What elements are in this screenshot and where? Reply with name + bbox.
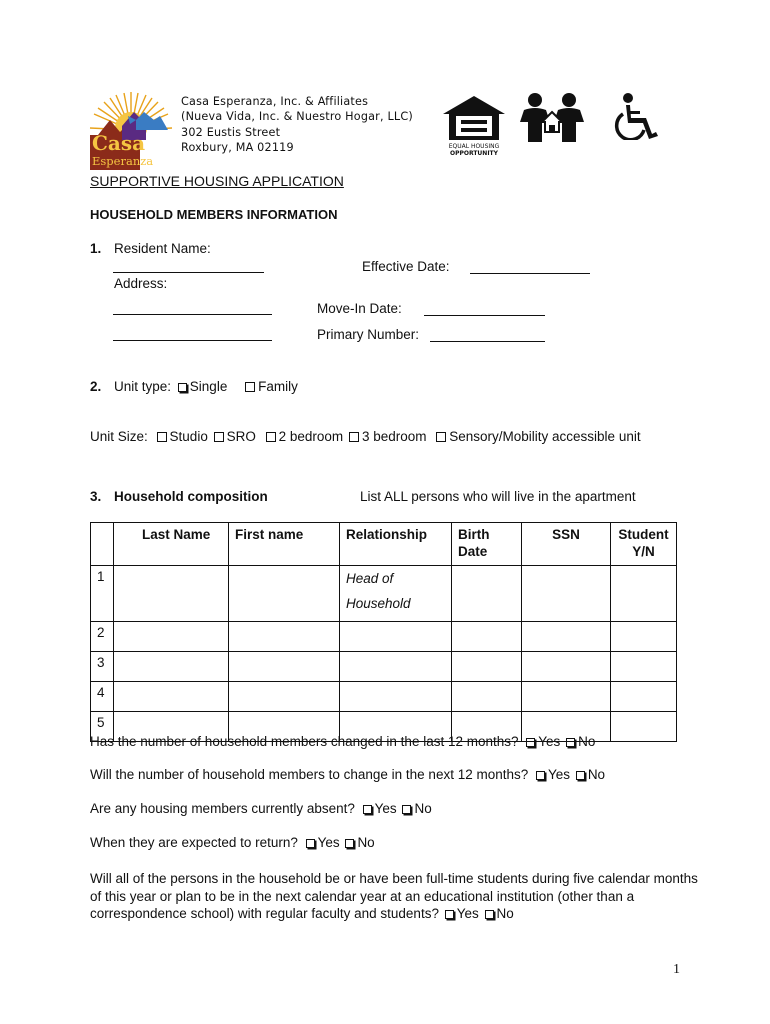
- table-header: First name: [229, 523, 340, 566]
- casa-esperanza-logo: [88, 90, 174, 170]
- yes-checkbox[interactable]: [526, 738, 535, 747]
- table-header-index: [91, 523, 114, 566]
- birth-date-cell[interactable]: [452, 652, 522, 682]
- no-label: No: [578, 734, 596, 749]
- 2-bedroom-checkbox[interactable]: [266, 432, 276, 442]
- address-line-2-field[interactable]: [113, 327, 272, 341]
- relationship-cell[interactable]: [340, 622, 452, 652]
- no-checkbox[interactable]: [566, 738, 575, 747]
- birth-date-cell[interactable]: [452, 682, 522, 712]
- studio-option-label: Studio: [169, 429, 208, 444]
- wheelchair-accessible-icon: [614, 92, 664, 140]
- yes-checkbox[interactable]: [536, 771, 545, 780]
- resident-name-field[interactable]: [113, 259, 264, 273]
- last-name-cell[interactable]: [114, 622, 229, 652]
- sro-option-label: SRO: [226, 429, 256, 444]
- no-checkbox[interactable]: [485, 910, 494, 919]
- no-checkbox[interactable]: [576, 771, 585, 780]
- student-cell[interactable]: [611, 682, 677, 712]
- page-number: 1: [673, 962, 680, 977]
- yes-label: Yes: [456, 906, 479, 921]
- yes-label: Yes: [538, 734, 561, 749]
- question-members-changed: [90, 734, 595, 749]
- family-checkbox[interactable]: [245, 382, 255, 392]
- 2-bedroom-option-label: 2 bedroom: [278, 429, 344, 444]
- question-members-absent: [90, 801, 432, 816]
- yes-label: Yes: [317, 835, 340, 850]
- last-name-cell[interactable]: [114, 682, 229, 712]
- birth-date-cell[interactable]: [452, 622, 522, 652]
- org-street: 302 Eustis Street: [181, 125, 281, 139]
- 3-bedroom-option-label: 3 bedroom: [361, 429, 427, 444]
- question-text: Will the number of household members to change in the next 12 months?: [90, 767, 529, 782]
- section-heading: HOUSEHOLD MEMBERS INFORMATION: [90, 207, 338, 222]
- effective-date-field[interactable]: [470, 259, 590, 274]
- eho-text-1: EQUAL HOUSING: [448, 143, 500, 150]
- table-header: SSN: [522, 523, 611, 566]
- accessible-unit-checkbox[interactable]: [436, 432, 446, 442]
- table-header-row: [91, 523, 677, 566]
- relationship-cell: [340, 566, 452, 622]
- move-in-date-label: Move-In Date:: [317, 301, 402, 316]
- yes-checkbox[interactable]: [306, 839, 315, 848]
- relationship-cell[interactable]: [340, 652, 452, 682]
- unit-type-row: [114, 379, 298, 394]
- student-cell[interactable]: [611, 566, 677, 622]
- question-text: When they are expected to return?: [90, 835, 298, 850]
- single-checkbox[interactable]: [178, 383, 187, 392]
- primary-number-label: Primary Number:: [317, 327, 420, 342]
- household-composition-instruction: List ALL persons who will live in the apartment: [360, 489, 636, 504]
- resident-name-label: Resident Name:: [114, 241, 211, 256]
- table-row: [91, 682, 677, 712]
- yes-checkbox[interactable]: [445, 910, 454, 919]
- question-text: Are any housing members currently absent?: [90, 801, 355, 816]
- address-line-1-field[interactable]: [113, 301, 272, 315]
- equal-housing-opportunity-icon: [441, 94, 507, 156]
- first-name-cell[interactable]: [229, 566, 340, 622]
- birth-date-cell[interactable]: [452, 566, 522, 622]
- relationship-household: Household: [346, 596, 411, 611]
- first-name-cell[interactable]: [229, 622, 340, 652]
- first-name-cell[interactable]: [229, 682, 340, 712]
- single-option-label: Single: [189, 379, 228, 394]
- table-row: [91, 622, 677, 652]
- family-icon: [520, 92, 584, 142]
- first-name-cell[interactable]: [229, 652, 340, 682]
- studio-checkbox[interactable]: [157, 432, 167, 442]
- q2-number: 2.: [90, 379, 102, 394]
- row-number: 4: [91, 682, 114, 712]
- effective-date-label: Effective Date:: [362, 259, 450, 274]
- sro-checkbox[interactable]: [214, 432, 224, 442]
- row-number: 5: [91, 712, 114, 742]
- ssn-cell[interactable]: [522, 622, 611, 652]
- no-checkbox[interactable]: [402, 805, 411, 814]
- yes-label: Yes: [374, 801, 397, 816]
- table-row: [91, 652, 677, 682]
- relationship-head-of: Head of: [346, 571, 394, 586]
- ssn-cell[interactable]: [522, 652, 611, 682]
- no-checkbox[interactable]: [345, 839, 354, 848]
- table-row: [91, 566, 677, 622]
- unit-size-label: Unit Size:: [90, 429, 148, 444]
- org-name: Casa Esperanza, Inc. & Affiliates: [181, 95, 369, 108]
- student-cell[interactable]: [611, 712, 677, 742]
- form-title: SUPPORTIVE HOUSING APPLICATION: [90, 173, 344, 189]
- student-cell[interactable]: [611, 622, 677, 652]
- table-header: Relationship: [340, 523, 452, 566]
- q1-number: 1.: [90, 241, 102, 256]
- relationship-cell[interactable]: [340, 682, 452, 712]
- q3-number: 3.: [90, 489, 102, 504]
- last-name-cell[interactable]: [114, 566, 229, 622]
- org-city: Roxbury, MA 02119: [181, 141, 294, 155]
- household-composition-label: Household composition: [114, 489, 268, 504]
- table-header: Student Y/N: [611, 523, 677, 566]
- question-text-line-1: Will all of the persons in the household be or have been full-time students during five calendar months: [90, 871, 698, 886]
- org-affiliates: (Nueva Vida, Inc. & Nuestro Hogar, LLC): [181, 110, 413, 124]
- family-option-label: Family: [258, 379, 298, 394]
- no-label: No: [414, 801, 432, 816]
- no-label: No: [357, 835, 375, 850]
- logo-text-casa: Casa: [92, 131, 146, 155]
- question-text-line-3: correspondence school) with regular faculty and students?: [90, 906, 439, 921]
- question-full-time-students: [90, 870, 698, 923]
- row-number: 3: [91, 652, 114, 682]
- organization-address: [181, 94, 413, 156]
- yes-label: Yes: [548, 767, 571, 782]
- no-label: No: [496, 906, 514, 921]
- unit-type-label: Unit type:: [114, 379, 172, 394]
- question-text: Has the number of household members changed in the last 12 months?: [90, 734, 519, 749]
- move-in-date-field[interactable]: [424, 301, 545, 316]
- last-name-cell[interactable]: [114, 652, 229, 682]
- row-number: 2: [91, 622, 114, 652]
- row-number: 1: [91, 566, 114, 622]
- ssn-cell[interactable]: [522, 682, 611, 712]
- 3-bedroom-checkbox[interactable]: [349, 432, 359, 442]
- address-label: Address:: [114, 276, 168, 291]
- primary-number-field[interactable]: [430, 327, 545, 342]
- logo-text-esperanza: Esperanza: [92, 154, 154, 168]
- table-header: Birth Date: [452, 523, 522, 566]
- eho-text-2: OPPORTUNITY: [449, 150, 499, 156]
- table-header: Last Name: [114, 523, 229, 566]
- household-composition-table: [90, 522, 677, 742]
- question-text-line-2: of this year or plan to be in the next calendar year at an educational institution (other than a: [90, 888, 635, 904]
- question-expected-return: [90, 835, 375, 850]
- accessible-unit-option-label: Sensory/Mobility accessible unit: [449, 429, 641, 444]
- yes-checkbox[interactable]: [363, 805, 372, 814]
- student-cell[interactable]: [611, 652, 677, 682]
- no-label: No: [587, 767, 606, 782]
- unit-size-row: [90, 429, 641, 444]
- question-members-will-change: [90, 767, 605, 782]
- ssn-cell[interactable]: [522, 566, 611, 622]
